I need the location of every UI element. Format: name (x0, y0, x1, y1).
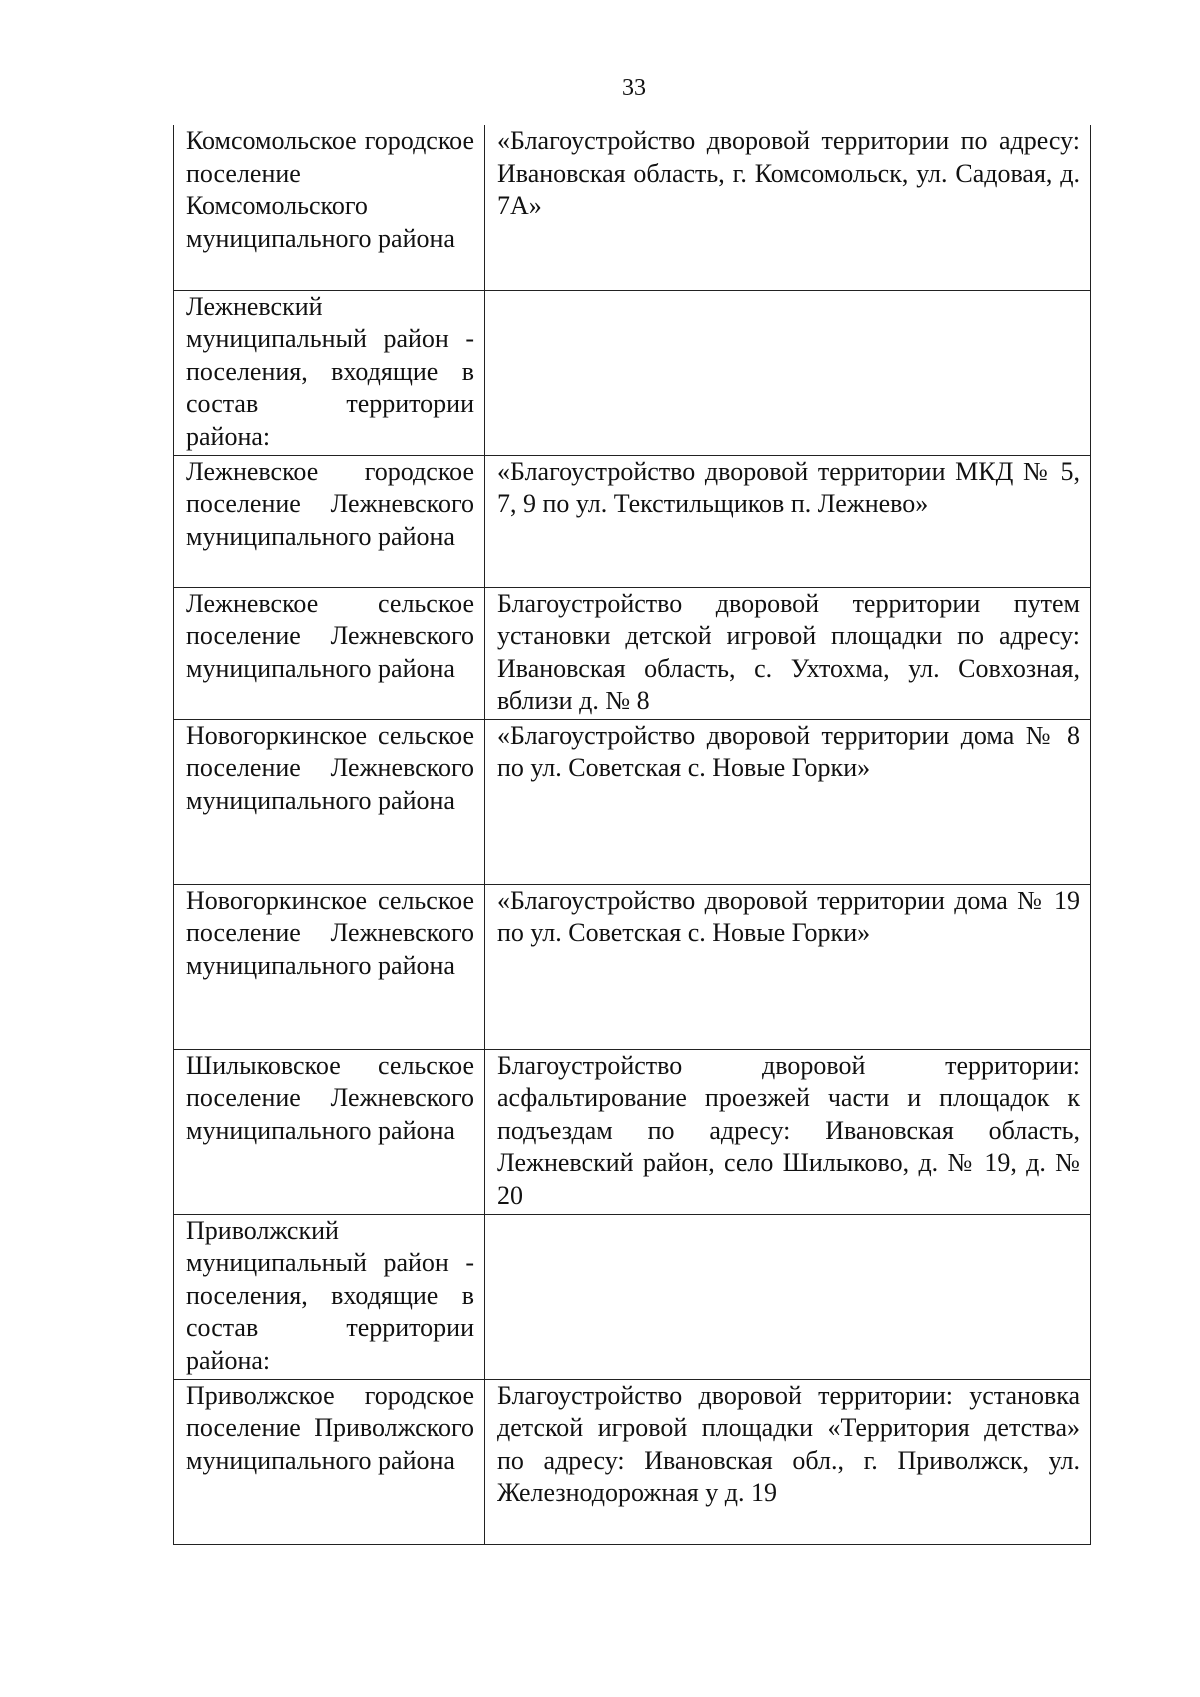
page-number: 33 (622, 75, 646, 101)
project-cell (485, 455, 1091, 587)
settlement-cell (174, 125, 485, 290)
settlement-cell (174, 1214, 485, 1379)
project-description: Благоустройство дворовой территории: асфальтирование проезжей части и площадок к подъездам по адресу: Ивановская область, Лежневский район, село Шилыково, д. № 19, д. № 20 (497, 1050, 1080, 1210)
settlement-name: Лежневский муниципальный район - поселения, входящие в состав территории района: (186, 291, 474, 451)
settlement-cell (174, 455, 485, 587)
project-description: «Благоустройство дворовой территории по адресу: Ивановская область, г. Комсомольск, ул. Садовая, д. 7А» (497, 126, 1080, 221)
table-row (174, 587, 1091, 719)
project-cell (485, 125, 1091, 290)
settlements-table (173, 125, 1091, 1545)
table-row (174, 455, 1091, 587)
settlement-name: Новогоркинское сельское поселение Лежневского муниципального района (186, 720, 474, 815)
settlement-name: Приволжский муниципальный район - поселения, входящие в состав территории района: (186, 1215, 474, 1375)
settlement-name: Приволжское городское поселение Приволжского муниципального района (186, 1380, 474, 1475)
table-row (174, 125, 1091, 290)
project-cell (485, 1049, 1091, 1214)
project-cell (485, 1379, 1091, 1544)
table-row (174, 290, 1091, 455)
settlement-name: Комсомольское городское поселение Комсомольского муниципального района (186, 126, 474, 253)
project-description: «Благоустройство дворовой территории МКД № 5, 7, 9 по ул. Текстильщиков п. Лежнево» (497, 456, 1080, 519)
settlement-cell (174, 587, 485, 719)
project-cell (485, 587, 1091, 719)
settlement-cell (174, 290, 485, 455)
settlement-name: Лежневское городское поселение Лежневского муниципального района (186, 456, 474, 551)
settlement-cell (174, 719, 485, 884)
project-cell (485, 719, 1091, 884)
settlement-cell (174, 884, 485, 1049)
settlement-cell (174, 1049, 485, 1214)
table-row (174, 1214, 1091, 1379)
table-row (174, 719, 1091, 884)
project-description: Благоустройство дворовой территории: установка детской игровой площадки «Территория детства» по адресу: Ивановская обл., г. Приволжск, ул. Железнодорожная у д. 19 (497, 1380, 1080, 1508)
settlement-name: Шилыковское сельское поселение Лежневского муниципального района (186, 1050, 474, 1145)
settlement-name: Новогоркинское сельское поселение Лежневского муниципального района (186, 885, 474, 980)
settlement-cell (174, 1379, 485, 1544)
project-description: «Благоустройство дворовой территории дома № 8 по ул. Советская с. Новые Горки» (497, 720, 1080, 783)
table-row (174, 884, 1091, 1049)
project-description: Благоустройство дворовой территории путем установки детской игровой площадки по адресу: Ивановская область, с. Ухтохма, ул. Совхозная, вблизи д. № 8 (497, 588, 1080, 716)
project-cell (485, 884, 1091, 1049)
settlement-name: Лежневское сельское поселение Лежневского муниципального района (186, 588, 474, 683)
project-cell (485, 290, 1091, 455)
table-row (174, 1049, 1091, 1214)
project-description: «Благоустройство дворовой территории дома № 19 по ул. Советская с. Новые Горки» (497, 885, 1080, 948)
project-cell (485, 1214, 1091, 1379)
table-row (174, 1379, 1091, 1544)
